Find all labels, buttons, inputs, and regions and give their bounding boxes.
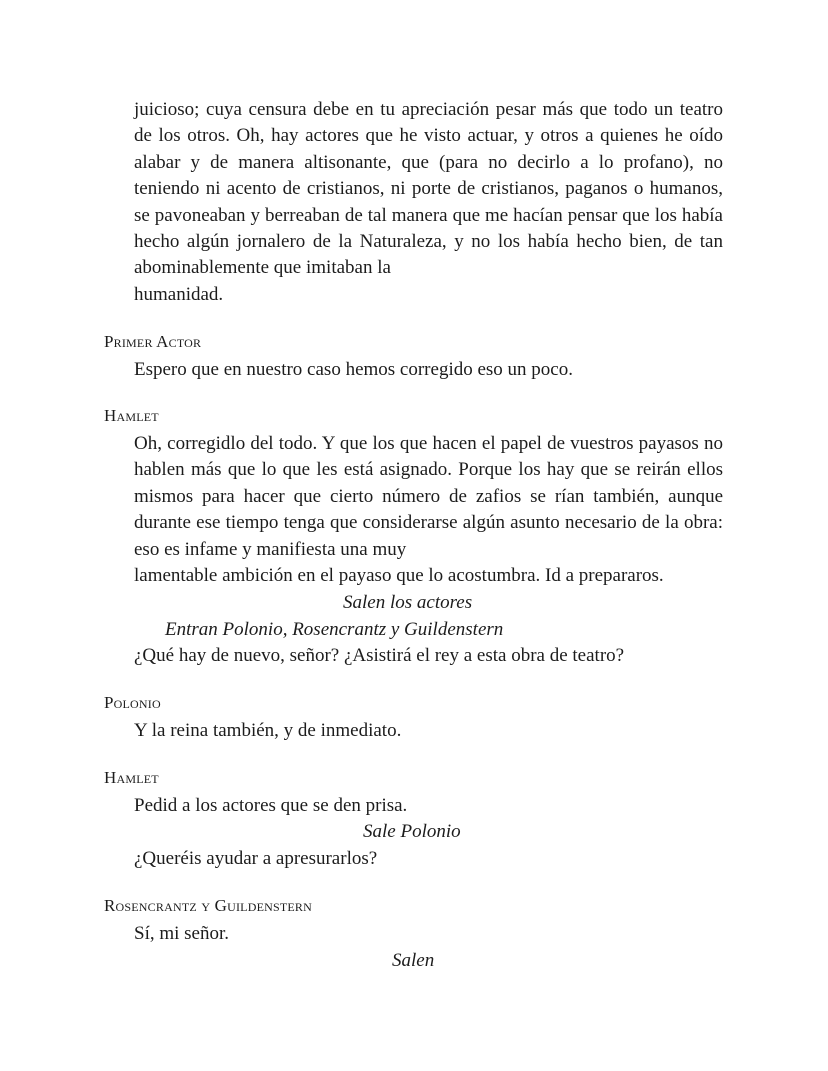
primer-actor-line: Espero que en nuestro caso hemos corregido eso un poco.: [134, 359, 573, 380]
stage-direction-salen-actores: Salen los actores: [343, 592, 473, 613]
stage-direction-salen: Salen: [392, 950, 435, 971]
hamlet-speech: [134, 431, 723, 589]
opening-speech: [134, 97, 723, 308]
hamlet-line-prisa: Pedid a los actores que se den prisa.: [134, 795, 408, 816]
hamlet-line-apresurarlos: ¿Queréis ayudar a apresurarlos?: [134, 848, 378, 869]
rosencrantz-guildenstern-line: Sí, mi señor.: [134, 923, 230, 944]
opening-speech-body: juicioso; cuya censura debe en tu apreciación pesar más que todo un teatro de los otros. Oh, hay actores que he visto actuar, y otros a quienes he oído alabar y de manera altisonante, que (para no decirlo a lo profano), no teniendo ni acento de cristianos, ni porte de cristianos, paganos o humanos, se pavoneaban y berreaban de tal manera que me hacían pensar que los había hecho algún jornalero de la Naturaleza, y no los había hecho bien, de tan abominablemente que imitaban la: [134, 99, 723, 279]
hamlet-question-line: ¿Qué hay de nuevo, señor? ¿Asistirá el rey a esta obra de teatro?: [134, 645, 625, 666]
hamlet-speech-last-line: lamentable ambición en el payaso que lo acostumbra. Id a prepararos.: [134, 565, 664, 587]
opening-speech-last-line: humanidad.: [134, 283, 224, 305]
speaker-primer-actor: Primer Actor: [104, 332, 202, 351]
stage-direction-entran: Entran Polonio, Rosencrantz y Guildenstern: [165, 619, 504, 640]
speaker-polonio: Polonio: [104, 693, 161, 712]
speaker-hamlet: Hamlet: [104, 406, 159, 425]
stage-direction-sale-polonio: Sale Polonio: [363, 821, 461, 842]
speaker-rosencrantz-guildenstern: Rosencrantz y Guildenstern: [104, 896, 312, 915]
speaker-hamlet-2: Hamlet: [104, 768, 159, 787]
polonio-line: Y la reina también, y de inmediato.: [134, 720, 402, 741]
hamlet-speech-body: Oh, corregidlo del todo. Y que los que hacen el papel de vuestros payasos no hablen más que lo que les está asignado. Porque los hay que se reirán ellos mismos para hacer que cierto número de zafios se rían también, aunque durante ese tiempo tenga que considerarse algún asunto necesario de la obra: eso es infame y manifiesta una muy: [134, 433, 723, 560]
